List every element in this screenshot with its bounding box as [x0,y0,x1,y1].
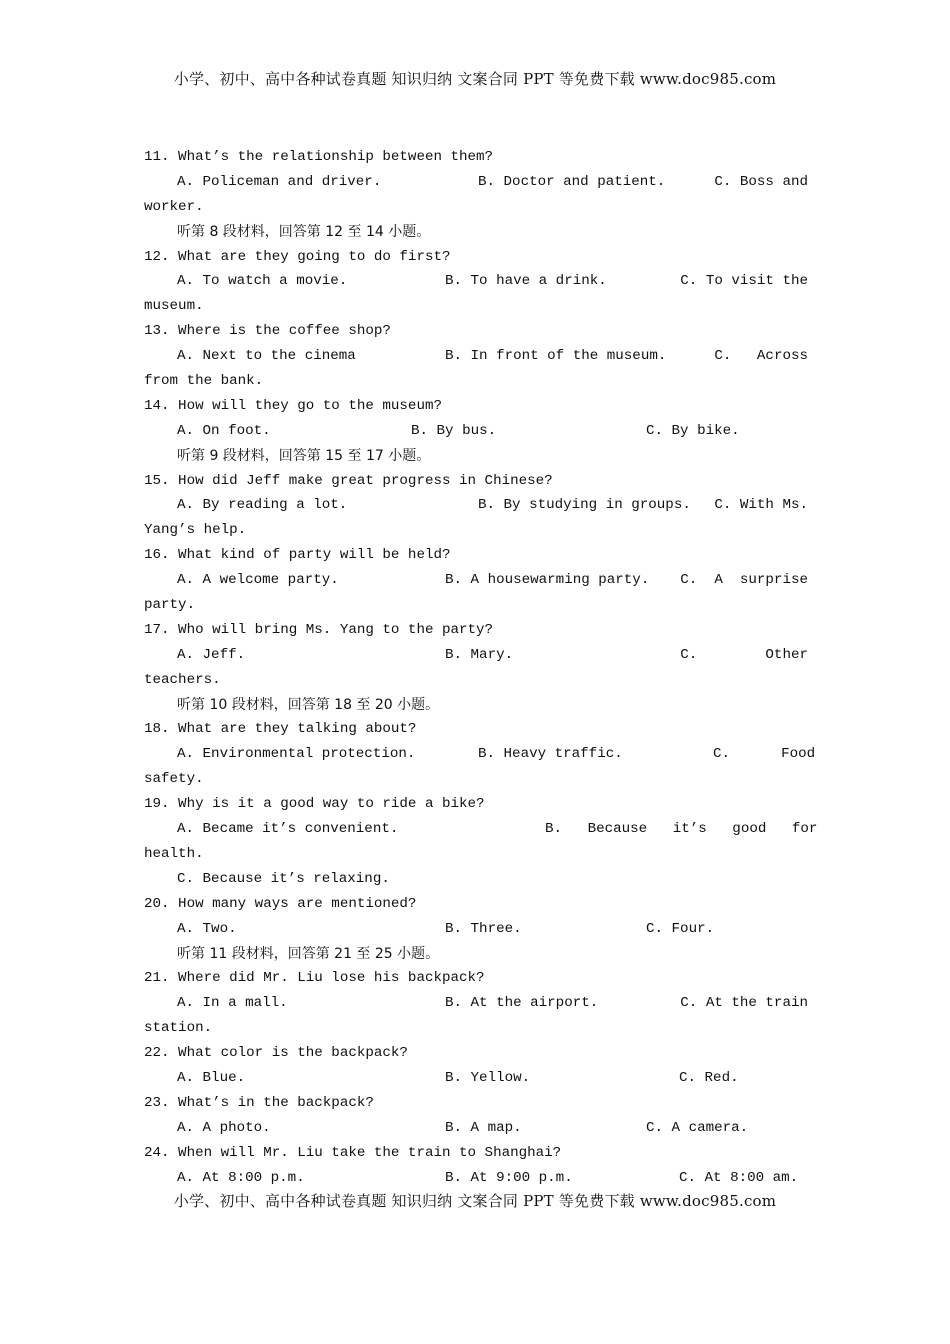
question-13-stem: 13. Where is the coffee shop? [144,323,391,340]
section-9-instruction: 听第 9 段材料，回答第 15 至 17 小题。 [177,447,431,464]
q21-option-c-cont: station. [144,1020,213,1037]
question-16-stem: 16. What kind of party will be held? [144,547,451,564]
q14-option-c: C. By bike. [646,422,740,439]
q17-option-c: C. Other [680,646,808,663]
question-13-options [144,344,808,369]
page-footer: 小学、初中、高中各种试卷真题 知识归纳 文案合同 PPT 等免费下载 www.doc985.com [173,1192,777,1210]
q22-option-a: A. Blue. [177,1069,246,1086]
q11-option-c: C. Boss and [714,173,808,190]
q18-option-c: C. Food [713,746,816,763]
q22-option-b: B. Yellow. [445,1069,531,1086]
section-10-instruction: 听第 10 段材料，回答第 18 至 20 小题。 [177,696,440,713]
q19-option-b-cont: health. [144,845,204,862]
q24-option-a: A. At 8:00 p.m. [177,1169,305,1186]
question-15-stem: 15. How did Jeff make great progress in Chinese? [144,472,553,489]
question-23-options [144,1116,808,1141]
question-12-options [144,269,808,294]
q15-option-c-cont: Yang’s help. [144,522,247,539]
q11-option-a: A. Policeman and driver. [177,173,382,190]
q12-option-b: B. To have a drink. [445,273,607,290]
q11-option-c-cont: worker. [144,198,204,215]
q20-option-c: C. Four. [646,920,715,937]
q13-option-b: B. In front of the museum. [445,348,667,365]
question-17-stem: 17. Who will bring Ms. Yang to the party? [144,621,494,638]
question-23-stem: 23. What’s in the backpack? [144,1094,374,1111]
question-list [144,145,818,1190]
q21-option-a: A. In a mall. [177,995,288,1012]
q18-option-b: B. Heavy traffic. [478,746,623,763]
q18-option-a: A. Environmental protection. [177,746,416,763]
q18-option-c-cont: safety. [144,771,204,788]
q21-option-c: C. At the train [680,995,808,1012]
question-22-options [144,1066,808,1091]
question-17-options [144,643,808,668]
q15-option-b: B. By studying in groups. [478,497,691,514]
q12-option-c-cont: museum. [144,298,204,315]
question-20-options [144,917,808,942]
question-24-stem: 24. When will Mr. Liu take the train to Shanghai? [144,1144,562,1161]
q19-option-a: A. Became it’s convenient. [177,821,399,838]
question-22-stem: 22. What color is the backpack? [144,1045,408,1062]
question-19-options [144,817,818,842]
section-8-instruction: 听第 8 段材料，回答第 12 至 14 小题。 [177,223,431,240]
q21-option-b: B. At the airport. [445,995,599,1012]
question-20-stem: 20. How many ways are mentioned? [144,895,417,912]
q23-option-b: B. A map. [445,1119,522,1136]
q23-option-a: A. A photo. [177,1119,271,1136]
q17-option-b: B. Mary. [445,646,514,663]
q22-option-c: C. Red. [679,1069,739,1086]
question-15-options [144,493,808,518]
q17-option-a: A. Jeff. [177,646,246,663]
question-18-options [144,742,816,767]
q14-option-a: A. On foot. [177,422,271,439]
question-11-options [144,170,808,195]
q24-option-b: B. At 9:00 p.m. [445,1169,573,1186]
question-11-stem: 11. What’s the relationship between them? [144,149,494,165]
q15-option-c: C. With Ms. [714,497,808,514]
question-21-stem: 21. Where did Mr. Liu lose his backpack? [144,970,485,987]
q16-option-c-cont: party. [144,597,196,614]
question-18-stem: 18. What are they talking about? [144,721,417,738]
q16-option-a: A. A welcome party. [177,572,339,589]
q13-option-c-cont: from the bank. [144,373,264,390]
q12-option-a: A. To watch a movie. [177,273,348,290]
q13-option-a: A. Next to the cinema [177,348,356,365]
q11-option-b: B. Doctor and patient. [478,173,666,190]
q15-option-a: A. By reading a lot. [177,497,348,514]
q19-option-b: B. Because it’s good for [545,821,818,838]
q16-option-c: C. A surprise [680,572,808,589]
q16-option-b: B. A housewarming party. [445,572,650,589]
question-16-options [144,568,808,593]
question-14-stem: 14. How will they go to the museum? [144,397,442,414]
question-12-stem: 12. What are they going to do first? [144,248,451,265]
question-19-stem: 19. Why is it a good way to ride a bike? [144,796,485,813]
q14-option-b: B. By bus. [411,422,497,439]
question-14-options [144,419,808,444]
q20-option-a: A. Two. [177,920,237,937]
q12-option-c: C. To visit the [680,273,808,290]
q20-option-b: B. Three. [445,920,522,937]
page-header: 小学、初中、高中各种试卷真题 知识归纳 文案合同 PPT 等免费下载 www.doc985.com [173,70,777,88]
question-21-options [144,991,808,1016]
q13-option-c: C. Across [714,348,808,365]
q17-option-c-cont: teachers. [144,671,221,688]
q19-option-c: C. Because it’s relaxing. [177,870,390,887]
question-24-options [144,1166,808,1191]
q24-option-c: C. At 8:00 am. [679,1169,799,1186]
q23-option-c: C. A camera. [646,1119,749,1136]
section-11-instruction: 听第 11 段材料，回答第 21 至 25 小题。 [177,945,440,962]
